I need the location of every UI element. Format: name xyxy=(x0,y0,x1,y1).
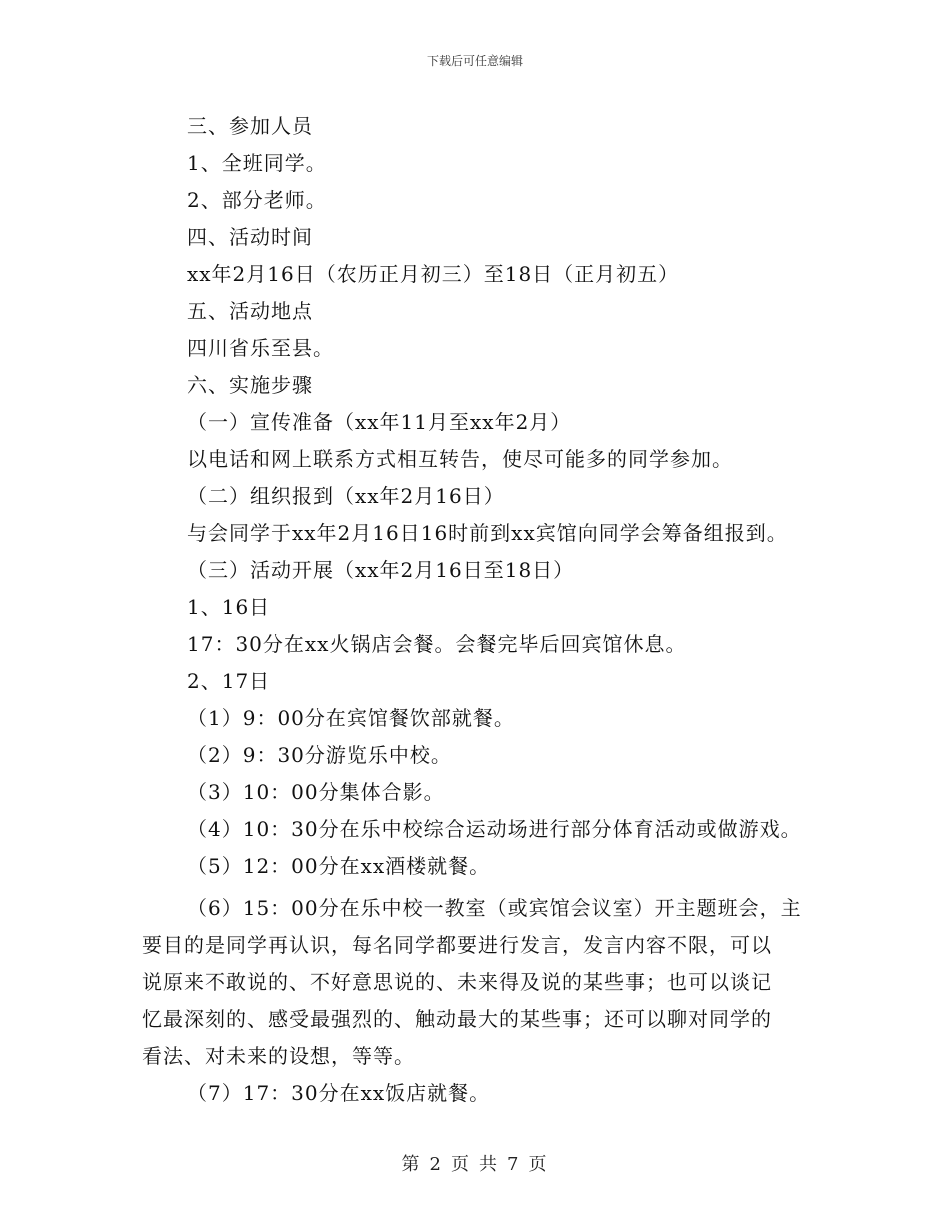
schedule-item: （2）9：30分游览乐中校。 xyxy=(187,743,452,767)
current-page-number: 2 xyxy=(429,1154,443,1175)
section-heading: 六、实施步骤 xyxy=(187,373,313,397)
page-label-mid: 页 xyxy=(451,1154,471,1175)
page-label-suffix: 页 xyxy=(528,1154,549,1175)
text-line: 17：30分在xx火锅店会餐。会餐完毕后回宾馆休息。 xyxy=(187,632,687,656)
text-line: 忆最深刻的、感受最强烈的、触动最大的某些事；还可以聊对同学的 xyxy=(142,1007,772,1031)
text-line: 说原来不敢说的、不好意思说的、未来得及说的某些事；也可以谈记 xyxy=(142,970,772,994)
text-line: 1、全班同学。 xyxy=(187,151,327,175)
text-line: xx年2月16日（农历正月初三）至18日（正月初五） xyxy=(187,262,680,286)
schedule-item: （6）15：00分在乐中校一教室（或宾馆会议室）开主题班会，主 xyxy=(187,896,802,920)
text-line: 四川省乐至县。 xyxy=(187,336,334,360)
section-heading: 四、活动时间 xyxy=(187,225,313,249)
text-line: 2、17日 xyxy=(187,669,271,693)
section-heading: 三、参加人员 xyxy=(187,114,313,138)
subsection-heading: （二）组织报到（xx年2月16日） xyxy=(187,484,505,508)
text-line: 以电话和网上联系方式相互转告，使尽可能多的同学参加。 xyxy=(187,447,733,471)
subsection-heading: （三）活动开展（xx年2月16日至18日） xyxy=(187,558,575,582)
text-line: 看法、对未来的设想，等等。 xyxy=(142,1044,415,1068)
text-line: 1、16日 xyxy=(187,595,271,619)
schedule-item: （4）10：30分在乐中校综合运动场进行部分体育活动或做游戏。 xyxy=(187,817,802,841)
text-line: 2、部分老师。 xyxy=(187,188,327,212)
page-label-prefix: 第 xyxy=(401,1154,422,1175)
schedule-item: （7）17：30分在xx饭店就餐。 xyxy=(187,1081,491,1105)
section-heading: 五、活动地点 xyxy=(187,299,313,323)
subsection-heading: （一）宣传准备（xx年11月至xx年2月） xyxy=(187,410,572,434)
schedule-item: （5）12：00分在xx酒楼就餐。 xyxy=(187,854,491,878)
page-header-note: 下载后可任意编辑 xyxy=(426,54,523,68)
text-line: 要目的是同学再认识，每名同学都要进行发言，发言内容不限，可以 xyxy=(142,933,772,957)
total-pages-number: 7 xyxy=(507,1154,521,1175)
schedule-item: （1）9：00分在宾馆餐饮部就餐。 xyxy=(187,706,515,730)
text-line: 与会同学于xx年2月16日16时前到xx宾馆向同学会筹备组报到。 xyxy=(187,521,788,545)
page-footer xyxy=(0,1150,950,1176)
total-label: 共 xyxy=(479,1154,499,1175)
schedule-item: （3）10：00分集体合影。 xyxy=(187,780,445,804)
